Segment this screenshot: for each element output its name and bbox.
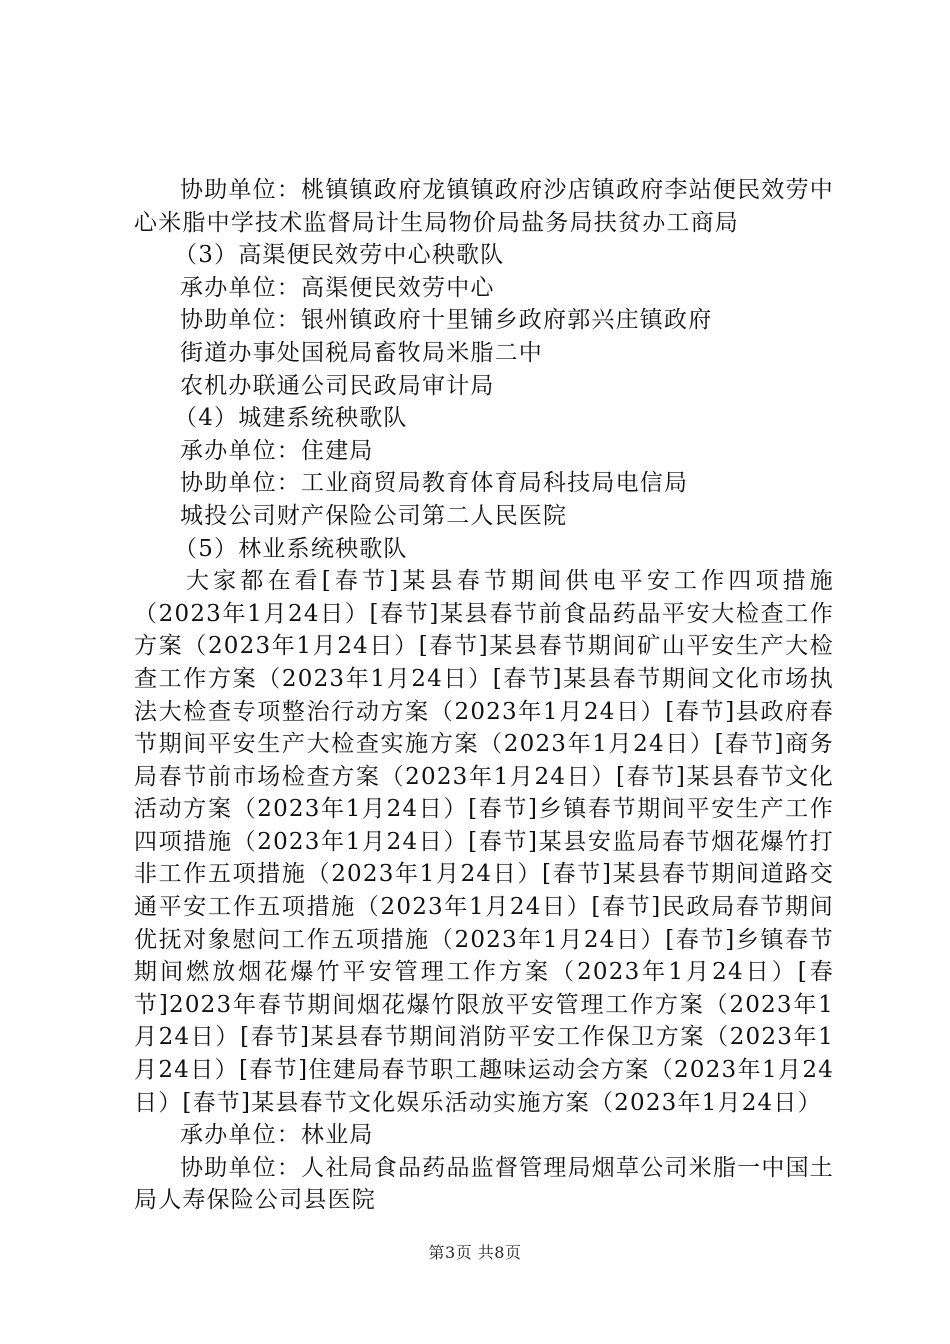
paragraph-assist-units-4: 协助单位：工业商贸局教育体育局科技局电信局	[180, 470, 689, 497]
paragraph-related-articles: 大家都在看[春节]某县春节期间供电平安工作四项措施（2023年1月24日）[春节]某县春节前食品药品平安大检查工作方案（2023年1月24日）[春节]某县春节期间矿山平安生产大检查工作方案（2023年1月24日）[春节]某县春节期间文化市场执法大检查专项整治行动方案（2023年1月24日）[春节]县政府春节期间平安生产大检查实施方案（2023年1月24日）[春节]商务局春节前市场检查方案（2023年1月24日）[春节]某县春节文化活动方案（2023年1月24日）[春节]乡镇春节期间平安生产工作四项措施（2023年1月24日）[春节]某县安监局春节烟花爆竹打非工作五项措施（2023年1月24日）[春节]某县春节期间道路交通平安工作五项措施（2023年1月24日）[春节]民政局春节期间优抚对象慰问工作五项措施（2023年1月24日）[春节]乡镇春节期间燃放烟花爆竹平安管理工作方案（2023年1月24日）[春节]2023年春节期间烟花爆竹限放平安管理工作方案（2023年1月24日）[春节]某县春节期间消防平安工作保卫方案（2023年1月24日）[春节]住建局春节职工趣味运动会方案（2023年1月24日）[春节]某县春节文化娱乐活动实施方案（2023年1月24日）	[134, 568, 834, 1116]
paragraph-assist-units-1: 协助单位：桃镇镇政府龙镇镇政府沙店镇政府李站便民效劳中心米脂中学技术监督局计生局物价局盐务局扶贫办工商局	[134, 177, 834, 236]
heading-team-3: （3）高渠便民效劳中心秧歌队	[174, 242, 505, 269]
document-body	[134, 174, 834, 1217]
paragraph-assist-units-5: 协助单位：人社局食品药品监督管理局烟草公司米脂一中国土局人寿保险公司县医院	[134, 1154, 834, 1214]
paragraph-host-unit-3: 承办单位：高渠便民效劳中心	[180, 274, 495, 301]
page-number-footer: 第3页 共8页	[428, 1243, 522, 1262]
heading-team-5: （5）林业系统秧歌队	[174, 535, 408, 562]
paragraph-assist-units-3-cont-1: 街道办事处国税局畜牧局米脂二中	[180, 339, 543, 366]
paragraph-assist-units-3-cont-2: 农机办联通公司民政局审计局	[180, 372, 495, 399]
paragraph-assist-units-3: 协助单位：银州镇政府十里铺乡政府郭兴庄镇政府	[180, 307, 713, 334]
heading-team-4: （4）城建系统秧歌队	[174, 405, 408, 432]
paragraph-assist-units-4-cont: 城投公司财产保险公司第二人民医院	[180, 502, 568, 529]
paragraph-host-unit-5: 承办单位：林业局	[180, 1122, 374, 1149]
paragraph-host-unit-4: 承办单位：住建局	[180, 437, 374, 464]
